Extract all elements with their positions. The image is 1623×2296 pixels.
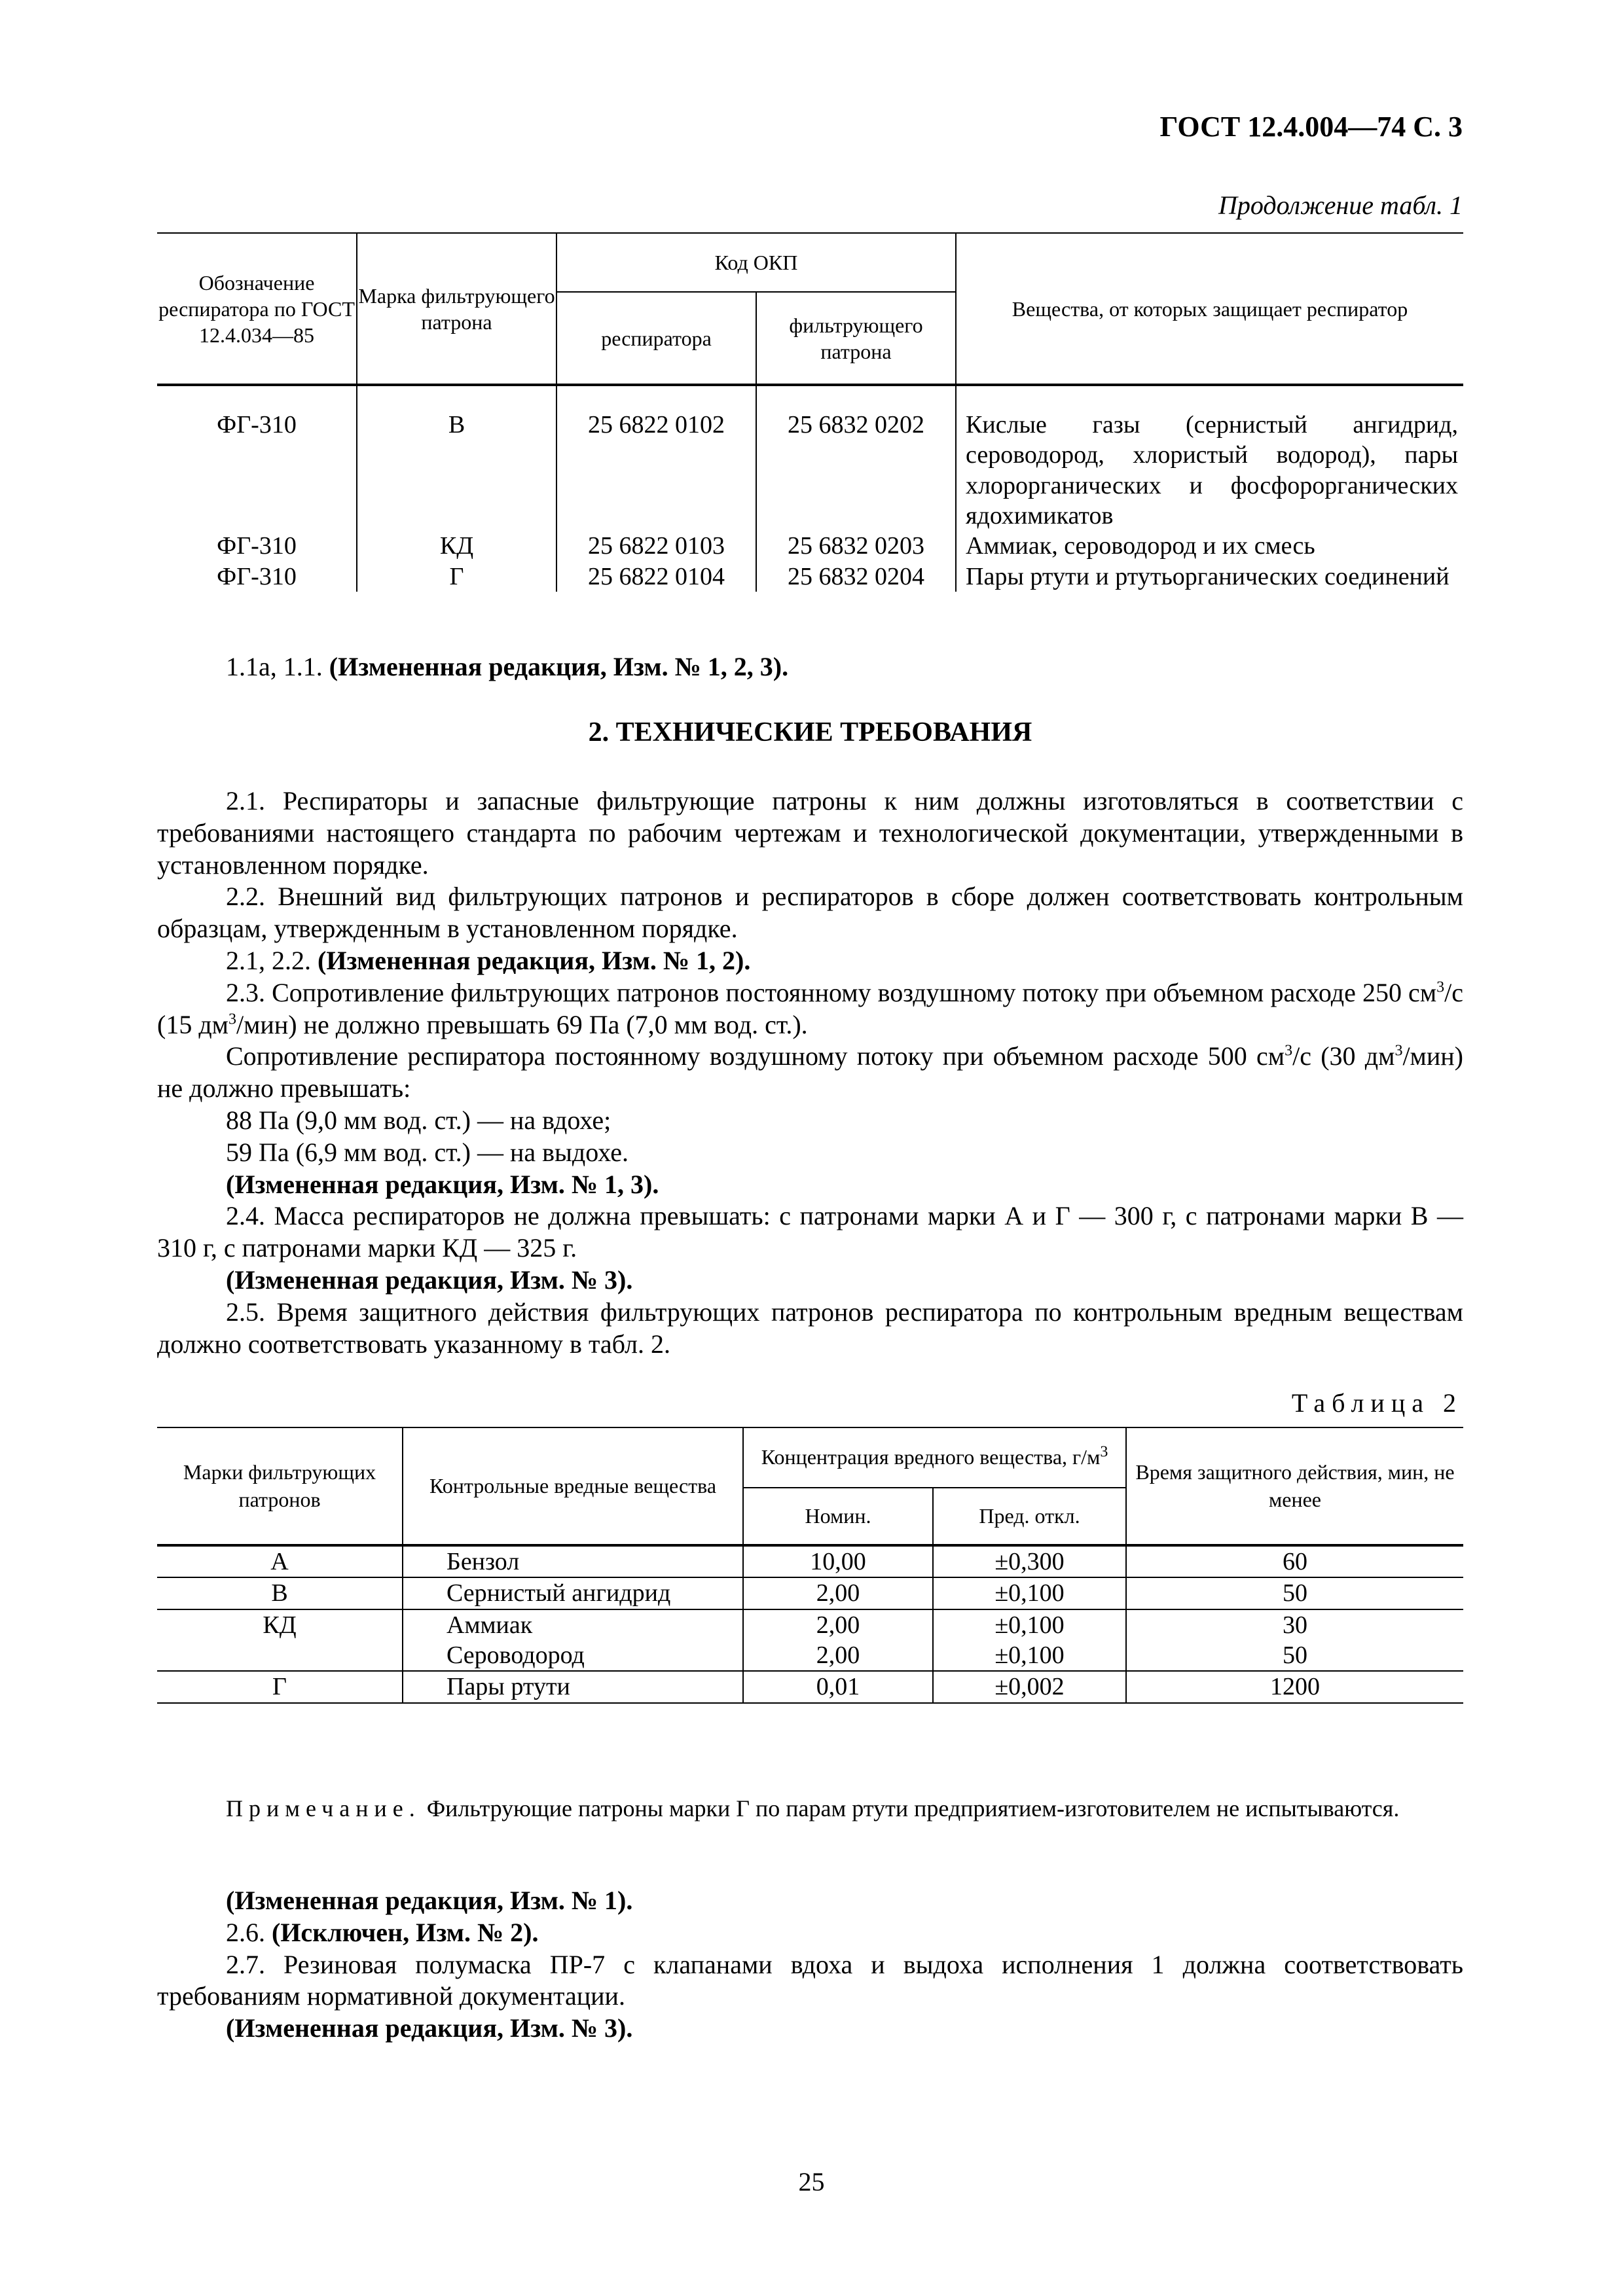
cell-substance [403, 1609, 743, 1672]
header-okp-respirator: респиратора [556, 292, 756, 385]
value-line: ±0,100 [994, 1611, 1065, 1639]
value-line: 30 [1283, 1611, 1308, 1639]
table-note [157, 1793, 1463, 1824]
paragraph-bold: (Исключен, Изм. № 2). [272, 1917, 539, 1947]
paragraph-2-4: 2.4. Масса респираторов не должна превышать: с патронами марки А и Г — 300 г, с патронами марки В — 310 г, с патронами марки КД — 325 г. [157, 1201, 1463, 1263]
text-run: /с (15 дм [157, 977, 1463, 1039]
protection-time-table [157, 1427, 1463, 1704]
superscript: 3 [1436, 978, 1445, 996]
cell-deviation: ±0,300 [933, 1545, 1126, 1577]
header-marks: Марки фильтрующих патронов [157, 1427, 403, 1545]
closing-section [157, 1885, 1463, 2045]
cell-mark: Г [157, 1671, 403, 1702]
table-row [157, 385, 1463, 531]
text-run: 2.3. Сопротивление фильтрующих патронов постоянному воздушному потоку при объемном расходе 250 см [226, 977, 1437, 1007]
amendment-bold: (Измененная редакция, Изм. № 1, 2, 3). [329, 652, 789, 681]
paragraph-2-3 [157, 977, 1463, 1041]
document-reference: ГОСТ 12.4.004—74 С. 3 [1159, 111, 1463, 143]
header-time: Время защитного действия, мин, не менее [1126, 1427, 1463, 1545]
cell-nominal: 0,01 [743, 1671, 933, 1702]
cell-code-respirator: 25 6822 0102 [556, 385, 756, 531]
value-line: 2,00 [816, 1641, 860, 1670]
superscript: 3 [228, 1011, 236, 1028]
paragraph-exhale: 59 Па (6,9 мм вод. ст.) — на выдохе. [226, 1137, 629, 1167]
text-run: /мин) не должно превышать 69 Па (7,0 мм вод. ст.). [236, 1009, 808, 1039]
section-body [157, 785, 1463, 1360]
table-row [157, 531, 1463, 561]
cell-nominal: 2,00 [743, 1577, 933, 1609]
paragraph-2-2: 2.2. Внешний вид фильтрующих патронов и респираторов в сборе должен соответствовать контрольным образцам, утвержденным в установленном порядке. [157, 882, 1463, 944]
page-number: 25 [798, 2167, 825, 2197]
paragraph-2-6 [157, 1917, 1463, 1949]
table-row [157, 1545, 1463, 1577]
value-line: 2,00 [816, 1611, 860, 1639]
cell-mark: А [157, 1545, 403, 1577]
cell-time [1126, 1609, 1463, 1672]
text-run: /с (30 дм [1292, 1041, 1395, 1071]
cell-substances: Пары ртути и ртутьорганических соединений [956, 562, 1463, 592]
value-line: 50 [1283, 1641, 1308, 1670]
cell-substance: Сернистый ангидрид [403, 1577, 743, 1609]
cell-substances: Аммиак, сероводород и их смесь [956, 531, 1463, 561]
cell-time: 60 [1126, 1545, 1463, 1577]
amendment-note-1 [157, 651, 1463, 683]
header-deviation: Пред. откл. [933, 1488, 1126, 1545]
amendment-bold: (Измененная редакция, Изм. № 1, 2). [318, 945, 751, 975]
cell-substance: Бензол [403, 1545, 743, 1577]
value-line: ±0,100 [994, 1641, 1065, 1670]
table-continuation-label: Продолжение табл. 1 [1218, 190, 1463, 220]
cell-code-filter: 25 6832 0202 [756, 385, 956, 531]
amendment-note-6: (Измененная редакция, Изм. № 3). [226, 2013, 633, 2043]
note-text: Фильтрующие патроны марки Г по парам ртути предприятием-изготовителем не испытываются. [420, 1795, 1400, 1821]
paragraph-2-5: 2.5. Время защитного действия фильтрующих патронов респиратора по контрольным вредным веществам должно соответствовать указанному в табл. 2. [157, 1297, 1463, 1359]
cell-deviation: ±0,002 [933, 1671, 1126, 1702]
header-substances: Контрольные вредные вещества [403, 1427, 743, 1545]
header-substances: Вещества, от которых защищает респиратор [956, 233, 1463, 385]
superscript: 3 [1395, 1043, 1403, 1060]
amendment-prefix: 2.1, 2.2. [226, 945, 311, 975]
header-nominal: Номин. [743, 1488, 933, 1545]
table-row [157, 1609, 1463, 1672]
text-run: Сопротивление респиратора постоянному воздушному потоку при объемном расходе 500 см [226, 1041, 1285, 1071]
paragraph-2-3-respirator [157, 1041, 1463, 1105]
cell-code-filter: 25 6832 0204 [756, 562, 956, 592]
cell-mark: КД [357, 531, 556, 561]
paragraph-2-1: 2.1. Респираторы и запасные фильтрующие патроны к ним должны изготовляться в соответствии с требованиями настоящего стандарта по рабочим чертежам и технологической документации, утвержденными в установленном порядке. [157, 786, 1463, 880]
header-filter-mark: Марка фильтрующего патрона [357, 233, 556, 385]
header-concentration-text: Концентрация вредного вещества, г/м [761, 1445, 1101, 1469]
table-row [157, 1671, 1463, 1702]
amendment-note-5: (Измененная редакция, Изм. № 1). [226, 1886, 633, 1915]
cell-substance: Пары ртути [403, 1671, 743, 1702]
cell-time: 1200 [1126, 1671, 1463, 1702]
superscript: 3 [1285, 1043, 1293, 1060]
cell-mark: В [357, 385, 556, 531]
cell-deviation [933, 1609, 1126, 1672]
cell-code-respirator: 25 6822 0103 [556, 531, 756, 561]
amendment-note-4: (Измененная редакция, Изм. № 3). [226, 1265, 633, 1295]
substance-line: Аммиак [447, 1611, 533, 1639]
header-designation: Обозначение респиратора по ГОСТ 12.4.034—85 [157, 233, 357, 385]
cell-designation: ФГ-310 [157, 562, 357, 592]
cell-code-filter: 25 6832 0203 [756, 531, 956, 561]
substance-line: Сероводород [447, 1641, 585, 1670]
text-run: /мин) не должно превышать: [157, 1041, 1463, 1103]
table-row [157, 562, 1463, 592]
amendment-note-2 [157, 945, 1463, 977]
paragraph-2-7: 2.7. Резиновая полумаска ПР-7 с клапанами вдоха и выдоха исполнения 1 должна соответствовать требованиям нормативной документации. [157, 1949, 1463, 2011]
cell-nominal: 10,00 [743, 1545, 933, 1577]
amendment-note-3: (Измененная редакция, Изм. № 1, 3). [226, 1169, 659, 1199]
note-label: Примечание. [226, 1795, 421, 1821]
paragraph-prefix: 2.6. [226, 1917, 265, 1947]
table2-label: Таблица 2 [1291, 1388, 1463, 1418]
cell-designation: ФГ-310 [157, 531, 357, 561]
cell-substances: Кислые газы (сернистый ангидрид, сероводород, хлористый водород), пары хлорорганических и фосфорорганических ядохимикатов [956, 385, 1463, 531]
cell-mark: В [157, 1577, 403, 1609]
cell-time: 50 [1126, 1577, 1463, 1609]
header-okp-code: Код ОКП [556, 233, 956, 292]
cell-nominal [743, 1609, 933, 1672]
cell-deviation: ±0,100 [933, 1577, 1126, 1609]
superscript: 3 [1100, 1443, 1108, 1461]
cell-mark: КД [157, 1609, 403, 1672]
cell-code-respirator: 25 6822 0104 [556, 562, 756, 592]
cell-designation: ФГ-310 [157, 385, 357, 531]
section-title: 2. ТЕХНИЧЕСКИЕ ТРЕБОВАНИЯ [588, 717, 1032, 747]
amendment-prefix: 1.1а, 1.1. [226, 652, 323, 681]
respirator-table [157, 232, 1463, 592]
cell-mark: Г [357, 562, 556, 592]
table-row [157, 1577, 1463, 1609]
header-concentration [743, 1427, 1126, 1488]
paragraph-inhale: 88 Па (9,0 мм вод. ст.) — на вдохе; [226, 1105, 611, 1135]
header-okp-filter: фильтрующего патрона [756, 292, 956, 385]
